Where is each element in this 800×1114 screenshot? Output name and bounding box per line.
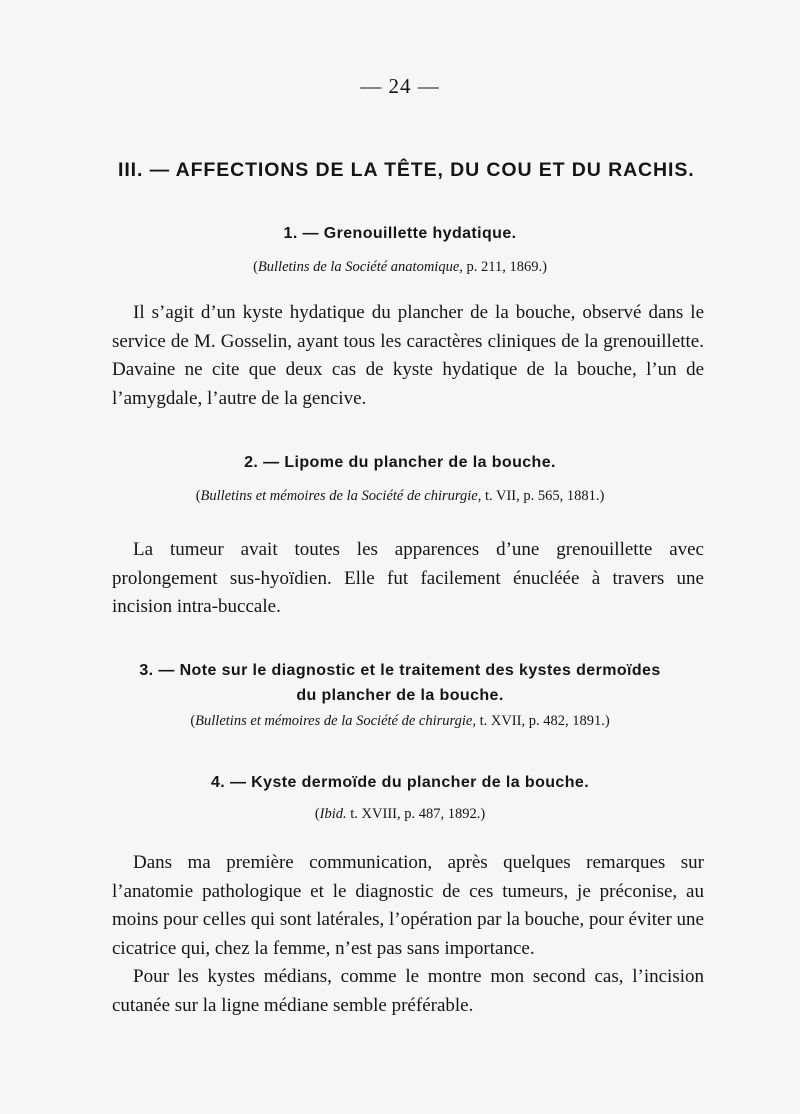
entry-3-reference-detail: t. XVII, p. 482, 1891.)	[475, 713, 610, 729]
entry-1-reference-source: Bulletins de la Société anatomique,	[257, 259, 463, 275]
entry-3-title-line-2: du plancher de la bouche.	[296, 687, 504, 704]
entry-2-title: 2. — Lipome du plancher de la bouche.	[244, 454, 556, 471]
entry-3-title	[0, 658, 800, 708]
page-number: — 24 —	[360, 74, 440, 98]
entry-3-reference: (Bulletins et mémoires de la Société de chirurgie, t. XVII, p. 482, 1891.)	[190, 713, 610, 729]
entry-2-body	[112, 536, 704, 622]
entry-1-reference-detail: p. 211, 1869.)	[462, 259, 547, 275]
chapter-title: III. — AFFECTIONS DE LA TÊTE, DU COU ET DU RACHIS.	[118, 159, 695, 181]
entry-1-paragraph: Il s’agit d’un kyste hydatique du plancher de la bouche, observé dans le service de M. Gosselin, ayant tous les caractères cliniques de la grenouillette. Davaine ne cite que deux cas de kyste hydatique de la bouche, l’un de l’amygdale, l’autre de la gencive.	[112, 302, 704, 409]
entry-4-body	[112, 849, 704, 1020]
entry-2-reference: (Bulletins et mémoires de la Société de chirurgie, t. VII, p. 565, 1881.)	[195, 488, 605, 504]
entry-1-body	[112, 299, 704, 413]
entry-4-title: 4. — Kyste dermoïde du plancher de la bouche.	[210, 774, 590, 791]
entry-4-reference-detail: t. XVIII, p. 487, 1892.)	[346, 806, 486, 822]
entry-4-paragraph-2: Pour les kystes médians, comme le montre mon second cas, l’incision cutanée sur la ligne médiane semble préférable.	[112, 966, 704, 1016]
entry-2-paragraph: La tumeur avait toutes les apparences d’une grenouillette avec prolongement sus-hyoïdien. Elle fut facilement énucléée à travers une incision intra-buccale.	[112, 539, 704, 617]
entry-4-paragraph-1: Dans ma première communication, après quelques remarques sur l’anatomie pathologique et le diagnostic de ces tumeurs, je préconise, au moins pour celles qui sont latérales, l’opération par la bouche, pour éviter une cicatrice qui, chez la femme, n’est pas sans importance.	[112, 852, 704, 959]
entry-3-reference-source: Bulletins et mémoires de la Société de chirurgie,	[195, 713, 476, 729]
entry-1-title: 1. — Grenouillette hydatique.	[283, 225, 517, 242]
entry-3-title-line-1: 3. — Note sur le diagnostic et le traitement des kystes dermoïdes	[139, 662, 661, 679]
entry-1-reference: (Bulletins de la Société anatomique, p. 211, 1869.)	[253, 259, 547, 275]
entry-4-reference: (Ibid. t. XVIII, p. 487, 1892.)	[314, 806, 486, 822]
entry-2-reference-detail: t. VII, p. 565, 1881.)	[481, 488, 605, 504]
entry-4-reference-source: Ibid.	[319, 806, 347, 822]
entry-2-reference-source: Bulletins et mémoires de la Société de chirurgie,	[200, 488, 482, 504]
